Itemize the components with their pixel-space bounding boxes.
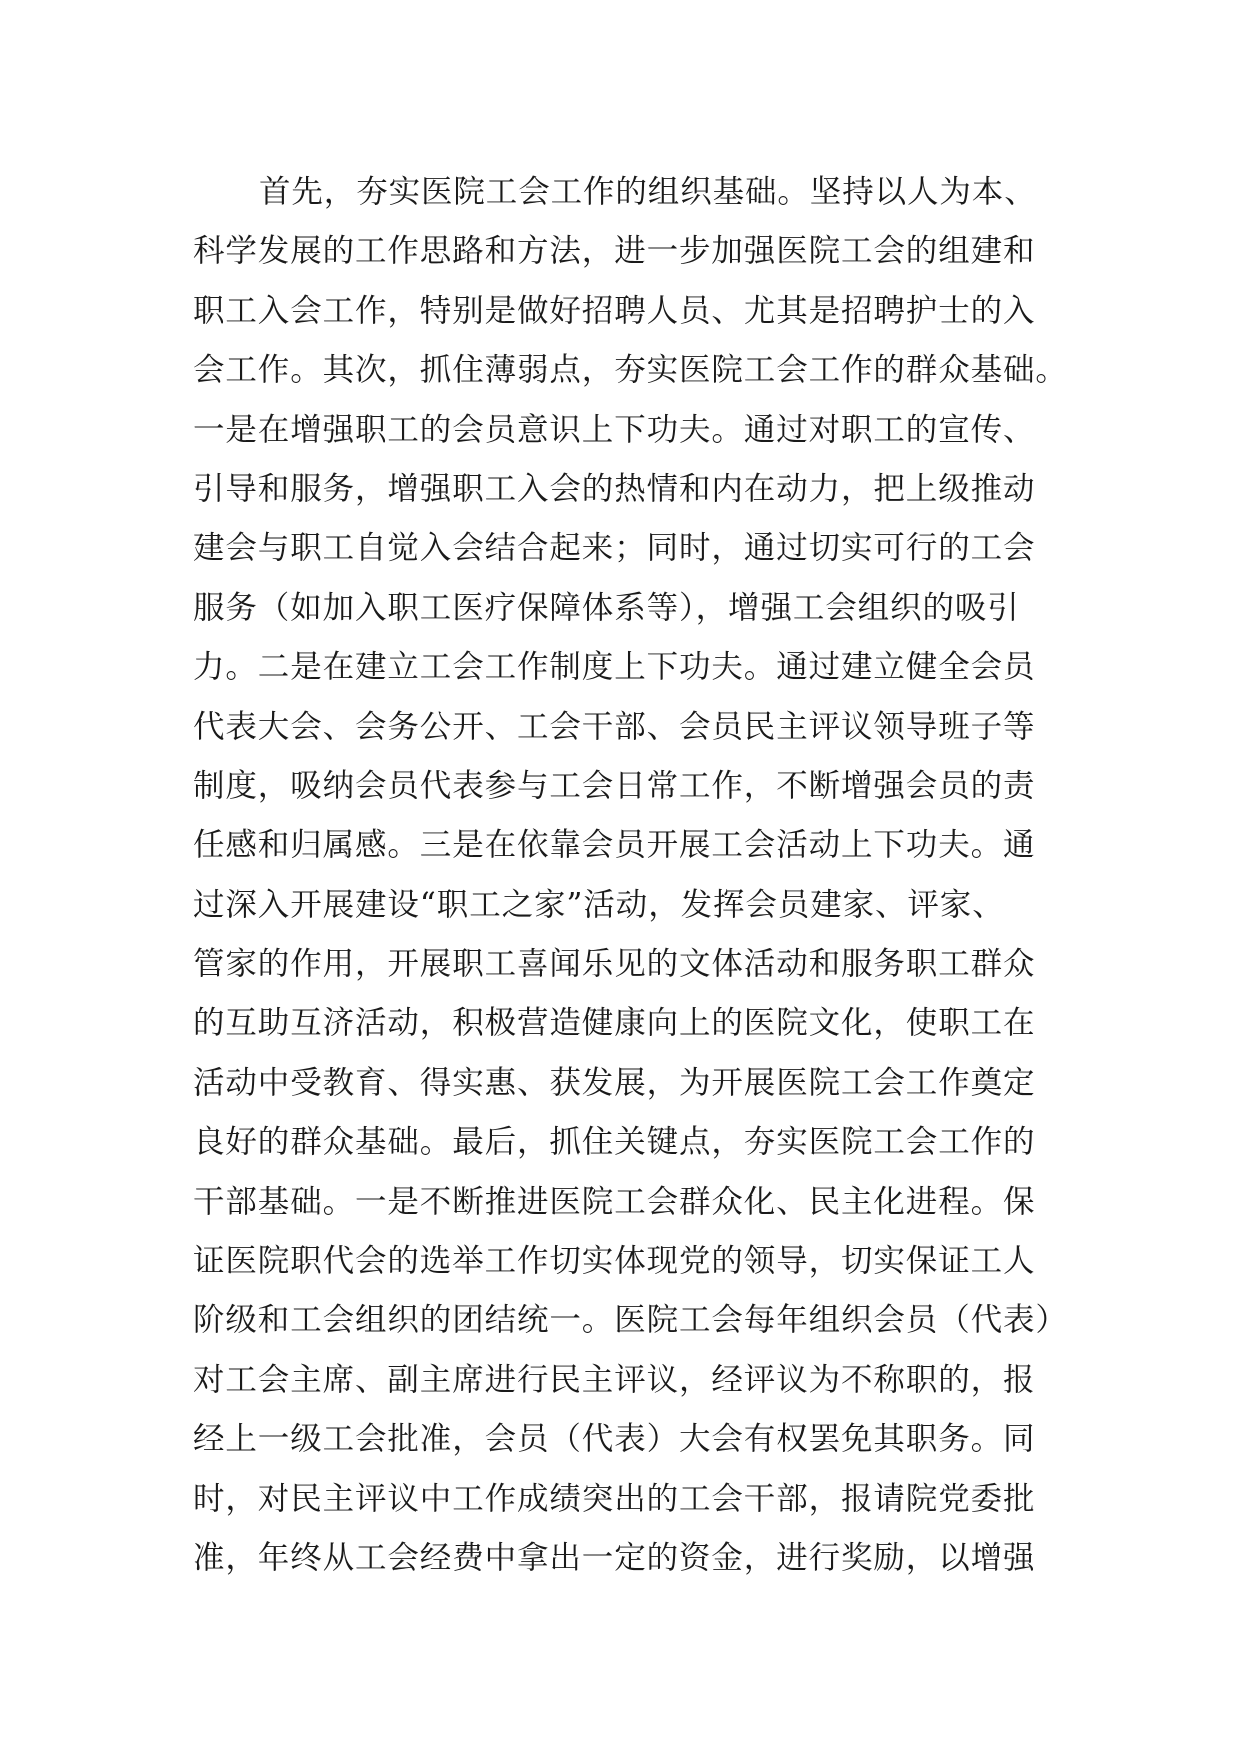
text-line: 证医院职代会的选举工作切实体现党的领导，切实保证工人 xyxy=(193,1243,1036,1280)
text-line: 干部基础。一是不断推进医院工会群众化、民主化进程。保 xyxy=(193,1183,1036,1220)
text-line: 过深入开展建设“职工之家”活动，发挥会员建家、评家、 xyxy=(193,886,1005,923)
text-line: 准，年终从工会经费中拿出一定的资金，进行奖励，以增强 xyxy=(193,1539,1036,1576)
text-line: 经上一级工会批准，会员（代表）大会有权罢免其职务。同 xyxy=(193,1421,1036,1458)
text-line: 首先，夯实医院工会工作的组织基础。坚持以人为本、 xyxy=(259,174,1037,210)
text-line: 职工入会工作，特别是做好招聘人员、尤其是招聘护士的入 xyxy=(193,292,1036,329)
text-line: 会工作。其次，抓住薄弱点，夯实医院工会工作的群众基础。 xyxy=(193,352,1068,389)
document-body xyxy=(193,163,1068,1588)
text-line: 管家的作用，开展职工喜闻乐见的文体活动和服务职工群众 xyxy=(193,946,1036,983)
text-line: 时，对民主评议中工作成绩突出的工会干部，报请院党委批 xyxy=(193,1480,1036,1517)
text-line: 力。二是在建立工会工作制度上下功夫。通过建立健全会员 xyxy=(193,649,1036,686)
text-line: 良好的群众基础。最后，抓住关键点，夯实医院工会工作的 xyxy=(193,1124,1036,1161)
text-line: 对工会主席、副主席进行民主评议，经评议为不称职的，报 xyxy=(193,1361,1036,1398)
text-line: 活动中受教育、得实惠、获发展，为开展医院工会工作奠定 xyxy=(193,1064,1036,1101)
text-line: 建会与职工自觉入会结合起来；同时，通过切实可行的工会 xyxy=(193,530,1036,567)
text-line: 任感和归属感。三是在依靠会员开展工会活动上下功夫。通 xyxy=(193,827,1036,864)
text-line: 科学发展的工作思路和方法，进一步加强医院工会的组建和 xyxy=(193,233,1036,270)
text-line: 代表大会、会务公开、工会干部、会员民主评议领导班子等 xyxy=(193,708,1036,745)
text-line: 一是在增强职工的会员意识上下功夫。通过对职工的宣传、 xyxy=(193,411,1036,448)
text-line: 服务（如加入职工医疗保障体系等），增强工会组织的吸引 xyxy=(193,589,1020,626)
text-line: 制度，吸纳会员代表参与工会日常工作，不断增强会员的责 xyxy=(193,767,1036,804)
text-line: 阶级和工会组织的团结统一。医院工会每年组织会员（代表） xyxy=(193,1302,1068,1339)
text-line: 的互助互济活动，积极营造健康向上的医院文化，使职工在 xyxy=(193,1005,1036,1042)
text-line: 引导和服务，增强职工入会的热情和内在动力，把上级推动 xyxy=(193,470,1036,507)
